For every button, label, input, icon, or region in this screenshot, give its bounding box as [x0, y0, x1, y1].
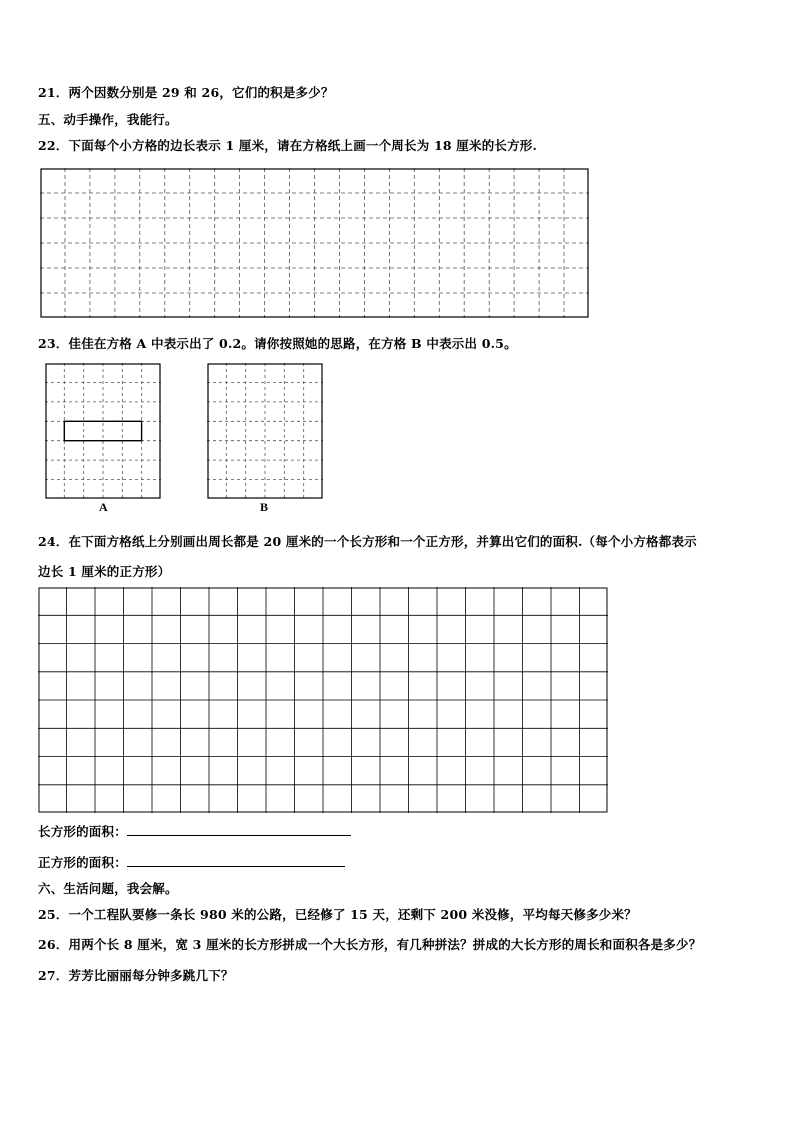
square-area-label: 正方形的面积：	[38, 855, 127, 870]
grid-b[interactable]	[207, 363, 323, 499]
square-area-answer	[38, 853, 345, 871]
question-21: 21．两个因数分别是 29 和 26，它们的积是多少？	[38, 85, 334, 100]
question-24-line-2: 边长 1 厘米的正方形）	[38, 564, 171, 579]
rect-area-blank[interactable]	[127, 823, 351, 836]
rect-area-answer	[38, 822, 351, 840]
label-a: A	[99, 500, 108, 514]
grid-a	[45, 363, 161, 499]
section-5-heading: 五、动手操作，我能行。	[38, 112, 178, 127]
question-26: 26．用两个长 8 厘米，宽 3 厘米的长方形拼成一个大长方形，有几种拼法？拼成的大长方形的周长和面积各是多少？	[38, 937, 702, 952]
question-24-line-1: 24．在下面方格纸上分别画出周长都是 20 厘米的一个长方形和一个正方形，并算出它们的面积.（每个小方格都表示	[38, 534, 697, 549]
question-27: 27．芳芳比丽丽每分钟多跳几下？	[38, 968, 234, 983]
question-22: 22．下面每个小方格的边长表示 1 厘米，请在方格纸上画一个周长为 18 厘米的长方形.	[38, 138, 538, 153]
question-25: 25．一个工程队要修一条长 980 米的公路，已经修了 15 天，还剩下 200 米没修，平均每天修多少米？	[38, 907, 637, 922]
section-6-heading: 六、生活问题，我会解。	[38, 881, 178, 896]
grid-q22[interactable]	[40, 168, 589, 318]
rect-area-label: 长方形的面积：	[38, 824, 127, 839]
question-23: 23．佳佳在方格 A 中表示出了 0.2。请你按照她的思路，在方格 B 中表示出 0.5。	[38, 336, 517, 351]
grid-q24[interactable]	[38, 587, 608, 813]
label-b: B	[260, 500, 269, 514]
square-area-blank[interactable]	[127, 854, 345, 867]
